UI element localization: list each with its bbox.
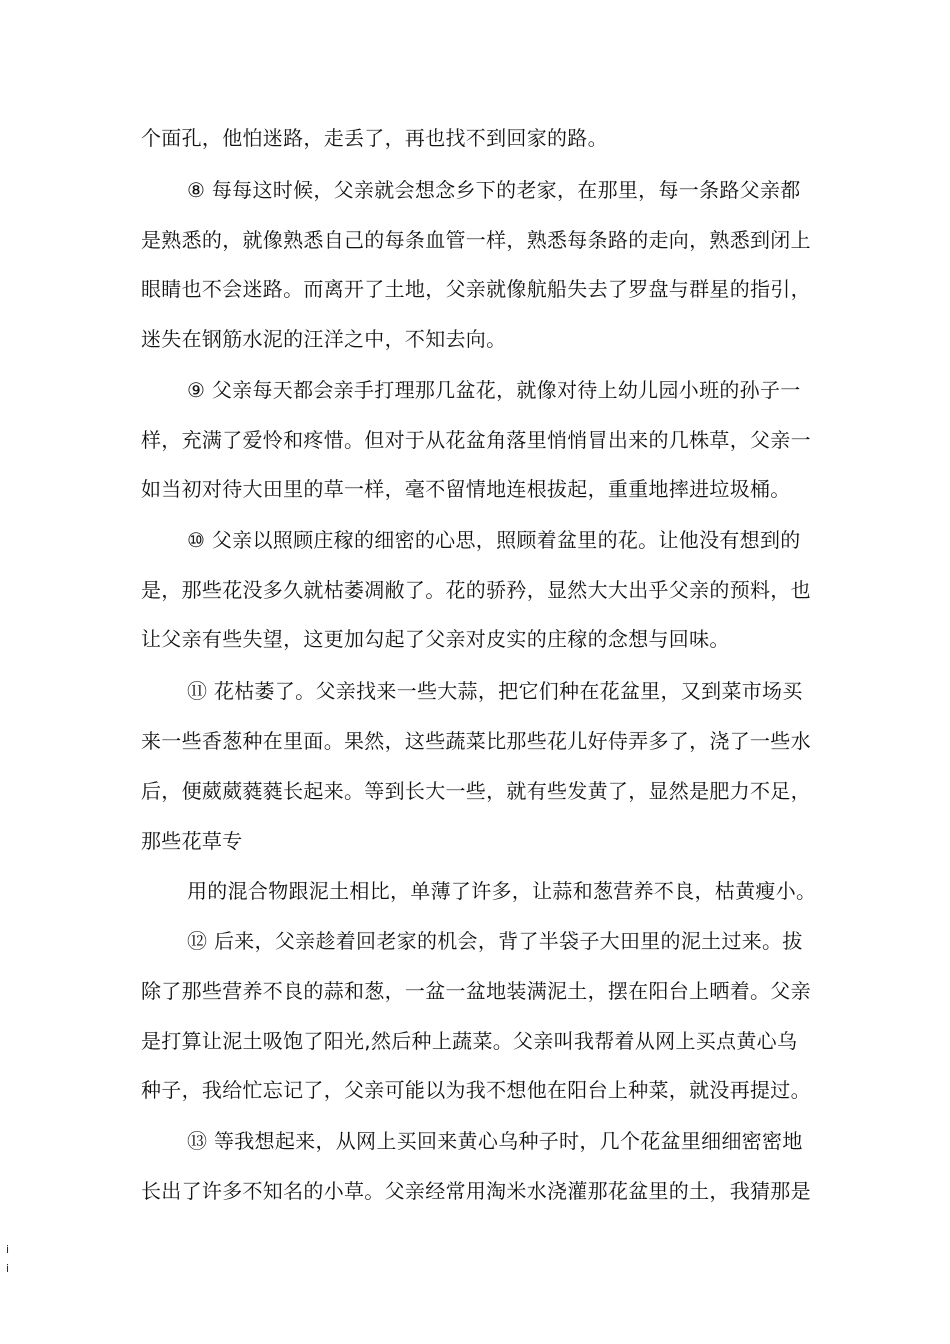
paragraph-11-line-2: 来一些香葱种在里面。果然，这些蔬菜比那些花儿好侍弄多了，浇了一些水 <box>141 729 811 753</box>
paragraph-13-line-2: 长出了许多不知名的小草。父亲经常用淘米水浇灌那花盆里的土，我猜那是 <box>141 1179 811 1203</box>
paragraph-8-line-3: 眼睛也不会迷路。而离开了土地，父亲就像航船失去了罗盘与群星的指引， <box>141 277 811 301</box>
paragraph-11-line-5: 用的混合物跟泥土相比，单薄了许多，让蒜和葱营养不良，枯黄瘦小。 <box>187 879 817 903</box>
margin-mark-1: i <box>6 1243 10 1256</box>
paragraph-12-line-2: 除了那些营养不良的蒜和葱，一盆一盆地装满泥土，摆在阳台上晒着。父亲 <box>141 979 811 1003</box>
paragraph-8-line-1: ⑧ 每每这时候，父亲就会想念乡下的老家，在那里，每一条路父亲都 <box>187 178 801 202</box>
paragraph-10-line-1: ⑩ 父亲以照顾庄稼的细密的心思，照顾着盆里的花。让他没有想到的 <box>187 528 801 552</box>
paragraph-13-line-1: ⑬ 等我想起来，从网上买回来黄心乌种子时，几个花盆里细细密密地 <box>187 1129 803 1153</box>
text-line-1: 个面孔，他怕迷路，走丢了，再也找不到回家的路。 <box>141 126 608 150</box>
paragraph-11-line-4: 那些花草专 <box>141 829 243 853</box>
paragraph-10-line-3: 让父亲有些失望，这更加勾起了父亲对皮实的庄稼的念想与回味。 <box>141 627 730 651</box>
paragraph-11-line-1: ⑪ 花枯萎了。父亲找来一些大蒜，把它们种在花盆里，又到菜市场买 <box>187 679 803 703</box>
paragraph-9-line-3: 如当初对待大田里的草一样，毫不留情地连根拔起，重重地摔进垃圾桶。 <box>141 477 791 501</box>
paragraph-12-line-1: ⑫ 后来，父亲趁着回老家的机会，背了半袋子大田里的泥土过来。拔 <box>187 929 803 953</box>
paragraph-11-line-3: 后，便葳葳蕤蕤长起来。等到长大一些，就有些发黄了，显然是肥力不足， <box>141 779 811 803</box>
paragraph-9-line-1: ⑨ 父亲每天都会亲手打理那几盆花，就像对待上幼儿园小班的孙子一 <box>187 378 801 402</box>
paragraph-12-line-4: 种子，我给忙忘记了，父亲可能以为我不想他在阳台上种菜，就没再提过。 <box>141 1078 811 1102</box>
paragraph-8-line-2: 是熟悉的，就像熟悉自己的每条血管一样，熟悉每条路的走向，熟悉到闭上 <box>141 228 811 252</box>
paragraph-10-line-2: 是，那些花没多久就枯萎凋敝了。花的骄矜，显然大大出乎父亲的预料，也 <box>141 578 811 602</box>
paragraph-8-line-4: 迷失在钢筋水泥的汪洋之中，不知去向。 <box>141 327 507 351</box>
paragraph-12-line-3: 是打算让泥土吸饱了阳光,然后种上蔬菜。父亲叫我帮着从网上买点黄心乌 <box>141 1029 798 1053</box>
margin-mark-2: i <box>6 1262 10 1275</box>
paragraph-9-line-2: 样，充满了爱怜和疼惜。但对于从花盆角落里悄悄冒出来的几株草，父亲一 <box>141 428 811 452</box>
